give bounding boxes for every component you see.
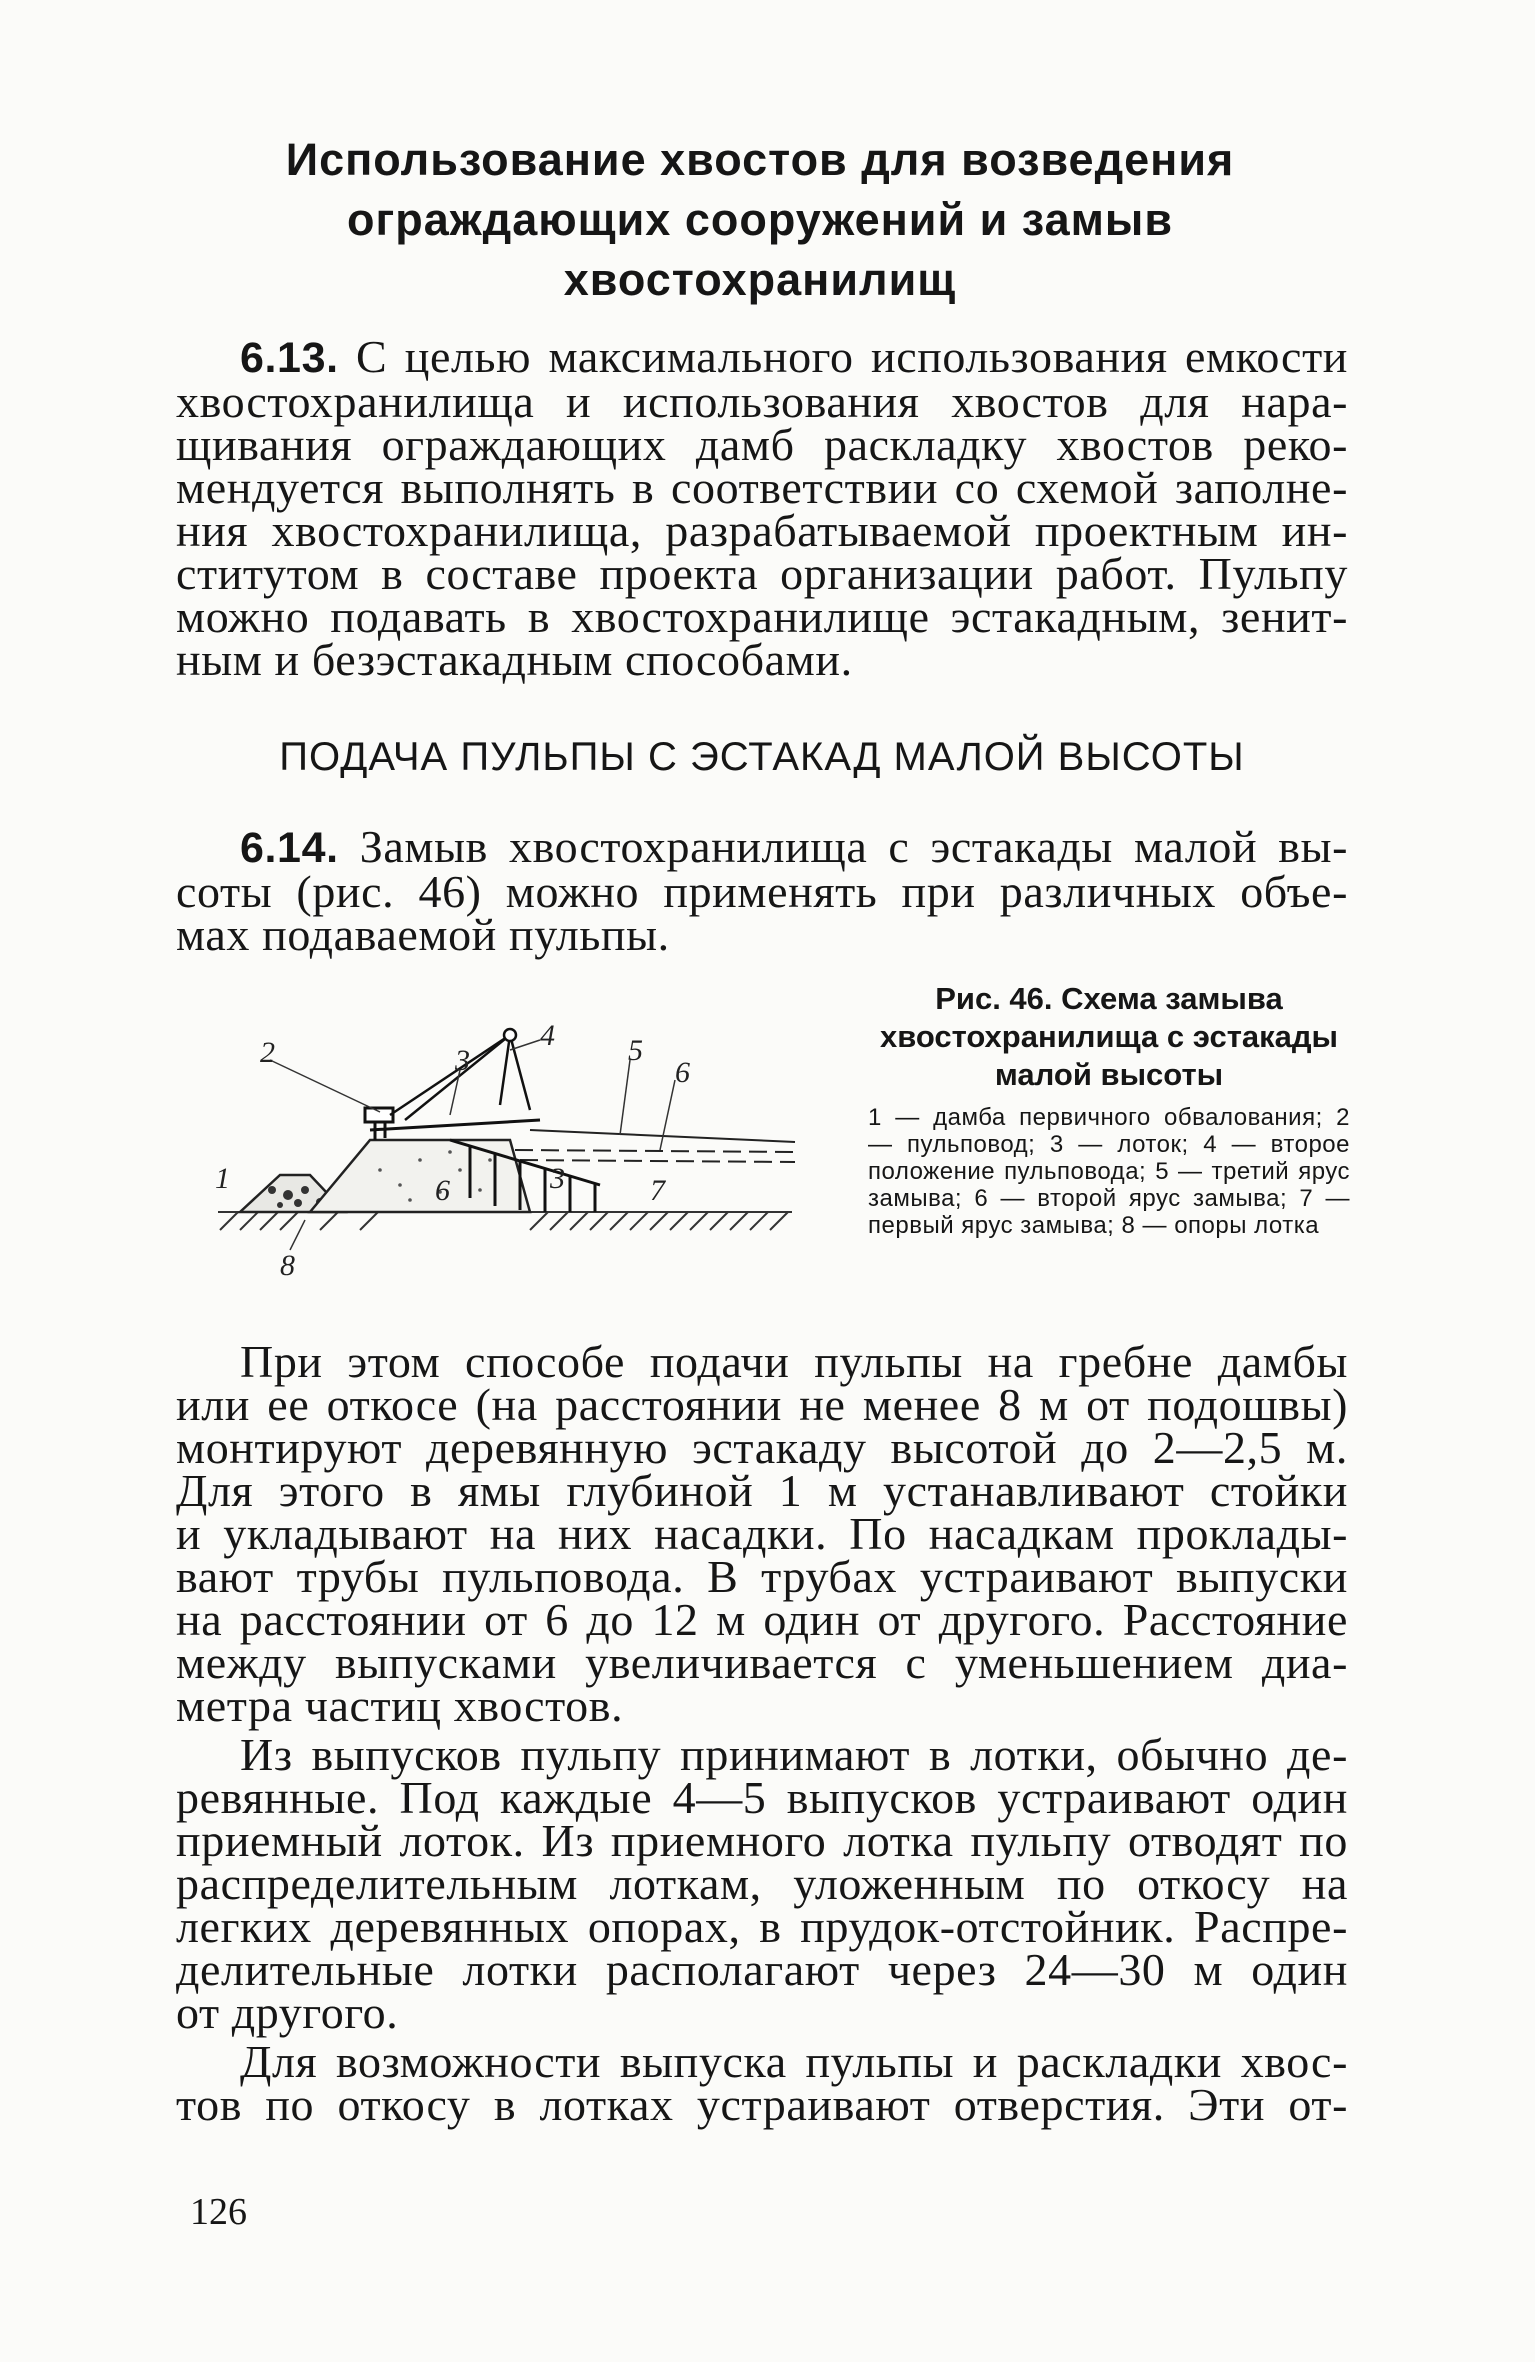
text-line: ревянные. Под каждые 4—5 выпусков устраивают один: [176, 1772, 1348, 1823]
text-line: щивания ограждающих дамб раскладку хвостов реко-: [176, 419, 1348, 470]
text-line: ститутом в составе проекта организации работ. Пульпу: [176, 548, 1348, 599]
text-line: или ее откосе (на расстоянии не менее 8 м от подошвы): [176, 1379, 1348, 1430]
label-3-lower: 3: [550, 1162, 565, 1195]
heading-line-2: ограждающих сооружений и замыв: [346, 194, 1173, 245]
label-6-inner: 6: [435, 1174, 450, 1207]
label-5: 5: [628, 1034, 643, 1067]
tailings-embankment: [310, 1140, 530, 1212]
paragraph-number: 6.13.: [240, 334, 339, 382]
text-line: мендуется выполнять в соответствии со схемой заполне-: [176, 462, 1348, 513]
paragraph-trays: [176, 1729, 1348, 2038]
label-6: 6: [675, 1056, 690, 1089]
text-line: тов по откосу в лотках устраивают отверстия. Эти от-: [176, 2079, 1348, 2130]
paragraph-method: [176, 1336, 1348, 1731]
text-line: легких деревянных опорах, в прудок-отстойник. Распре-: [176, 1901, 1348, 1952]
paragraph-holes: [176, 2036, 1348, 2130]
label-1: 1: [215, 1162, 230, 1195]
text-line: делительные лотки располагают через 24—30 м один: [176, 1944, 1348, 1995]
page-number: 126: [190, 2191, 247, 2233]
text-line: мах подаваемой пульпы.: [176, 909, 670, 960]
text-line: метра частиц хвостов.: [176, 1680, 624, 1731]
text-line: вают трубы пульповода. В трубах устраивают выпуски: [176, 1551, 1348, 1602]
paragraph-6-14: [176, 821, 1348, 960]
text-line: Для возможности выпуска пульпы и раскладки хвос-: [240, 2036, 1348, 2087]
text-line: ния хвостохранилища, разрабатываемой проектным ин-: [176, 505, 1348, 556]
subheading: ПОДАЧА ПУЛЬПЫ С ЭСТАКАД МАЛОЙ ВЫСОТЫ: [279, 735, 1245, 779]
label-2: 2: [260, 1036, 275, 1069]
heading-line-3: хвостохранилищ: [563, 254, 957, 305]
text-line: и укладывают на них насадки. По насадкам проклады-: [176, 1508, 1348, 1559]
text-line: распределительным лоткам, уложенным по откосу на: [176, 1858, 1348, 1909]
paragraph-6-13: [176, 331, 1348, 685]
label-8: 8: [280, 1249, 295, 1282]
filling-tiers: [515, 1130, 795, 1162]
text-line: от другого.: [176, 1987, 399, 2038]
text-line: соты (рис. 46) можно применять при различных объе-: [176, 866, 1348, 917]
text-line: Замыв хвостохранилища с эстакады малой вы-: [359, 821, 1348, 872]
paragraph-number: 6.14.: [240, 824, 339, 872]
heading-line-1: Использование хвостов для возведения: [285, 134, 1235, 185]
caption-title: Рис. 46. Схема замыва хвостохранилища с эстакады малой высоты: [879, 981, 1339, 1092]
tailings-dam-schematic: [210, 1020, 800, 1290]
figure-46-diagram: [210, 1020, 800, 1290]
label-7: 7: [650, 1174, 665, 1207]
text-line: приемный лоток. Из приемного лотка пульпу отводят по: [176, 1815, 1348, 1866]
text-line: хвостохранилища и использования хвостов для нара-: [176, 376, 1348, 427]
section-heading: [260, 130, 1260, 310]
text-line: Для этого в ямы глубиной 1 м устанавливают стойки: [176, 1465, 1348, 1516]
text-line: на расстоянии от 6 до 12 м один от другого. Расстояние: [176, 1594, 1348, 1645]
caption-legend: 1 — дамба первичного обвалования; 2 — пульповод; 3 — лоток; 4 — второе положение пульповода; 5 — третий ярус замыва; 6 — второй ярус замыва; 7 — первый ярус замыва; 8 — опоры лотка: [868, 1104, 1350, 1239]
text-line: между выпусками увеличивается с уменьшением диа-: [176, 1637, 1348, 1688]
text-line: Из выпусков пульпу принимают в лотки, обычно де-: [240, 1729, 1348, 1780]
text-line: можно подавать в хвостохранилище эстакадным, зенит-: [176, 591, 1348, 642]
text-line: При этом способе подачи пульпы на гребне дамбы: [240, 1336, 1348, 1387]
text-line: ным и безэстакадным способами.: [176, 634, 853, 685]
label-4: 4: [540, 1020, 555, 1052]
figure-caption: [868, 980, 1350, 1239]
text-line: монтируют деревянную эстакаду высотой до 2—2,5 м.: [176, 1422, 1348, 1473]
label-3-upper: 3: [455, 1044, 470, 1077]
text-line: С целью максимального использования емкости: [356, 331, 1348, 382]
